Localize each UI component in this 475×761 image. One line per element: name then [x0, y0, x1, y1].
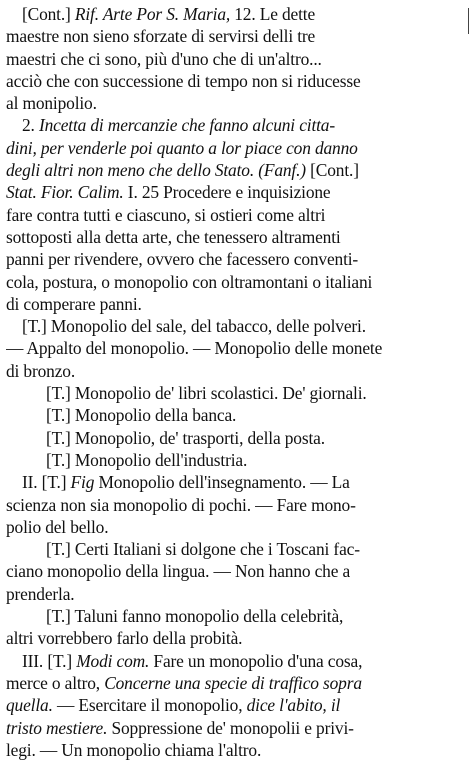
text-line: maestre non sieno sforzate di servirsi delli tre [6, 26, 316, 47]
text-line: [Cont.] Rif. Arte Por S. Maria, 12. Le dette [22, 4, 316, 24]
sense-heading: 2. Incetta di mercanzie che fanno alcuni citta- [22, 115, 335, 136]
text-line: fare contra tutti e ciascuno, si ostieri come altri [6, 204, 326, 225]
text-line: — Appalto del monopolio. — Monopolio delle monete [6, 338, 383, 359]
text-line: di comperare panni. [6, 293, 142, 314]
text-line: [T.] Monopolio, de' trasporti, della posta. [46, 427, 325, 448]
text-line: prenderla. [6, 583, 75, 604]
sense-heading: III. [T.] Modi com. Fare un monopolio d'una cosa, [22, 650, 363, 671]
text-line: panni per rivendere, ovvero che facessero conventi- [6, 249, 359, 270]
text-line: [T.] Certi Italiani si dolgone che i Toscani fac- [46, 539, 360, 560]
text-line: di bronzo. [6, 360, 76, 381]
text-line: quella. — Esercitare il monopolio, dice l'abito, il [6, 695, 341, 716]
text-line: maestri che ci sono, più d'uno che di un'altro... [6, 48, 322, 69]
text-line: cola, postura, o monopolio con oltramontani o italiani [6, 271, 373, 292]
text-line: dini, per venderle poi quanto a lor piace con danno [6, 137, 358, 158]
text-line: [T.] Taluni fanno monopolio della celebrità, [46, 606, 344, 627]
text-line: [T.] Monopolio dell'industria. [46, 449, 248, 470]
text-line: polio del bello. [6, 516, 109, 537]
text-line: [T.] Monopolio della banca. [46, 405, 237, 426]
text-line: sottoposti alla detta arte, che tenessero altramenti [6, 226, 341, 247]
text-line: scienza non sia monopolio di pochi. — Fare mono- [6, 494, 356, 515]
text-line: legi. — Un monopolio chiama l'altro. [6, 739, 262, 760]
text-line: degli altri non meno che dello Stato. (Fanf.) [Cont.] [6, 160, 359, 181]
text-line: ciano monopolio della lingua. — Non hanno che a [6, 561, 351, 582]
text-line: [T.] Monopolio de' libri scolastici. De' giornali. [46, 383, 367, 404]
text-line: altri vorrebbero farlo della probità. [6, 628, 243, 649]
text-line: al monipolio. [6, 93, 97, 114]
sense-heading: II. [T.] Fig Monopolio dell'insegnamento. — La [22, 472, 350, 493]
text-line: tristo mestiere. Soppressione de' monopolii e privi- [6, 717, 354, 738]
text-line: acciò che con successione di tempo non si riducesse [6, 70, 361, 91]
text-line: merce o altro, Concerne una specie di traffico sopra [6, 672, 362, 693]
text-line: [T.] Monopolio del sale, del tabacco, delle polveri. [22, 316, 366, 337]
text-line: Stat. Fior. Calim. I. 25 Procedere e inquisizione [6, 182, 331, 203]
margin-rule [468, 8, 469, 34]
